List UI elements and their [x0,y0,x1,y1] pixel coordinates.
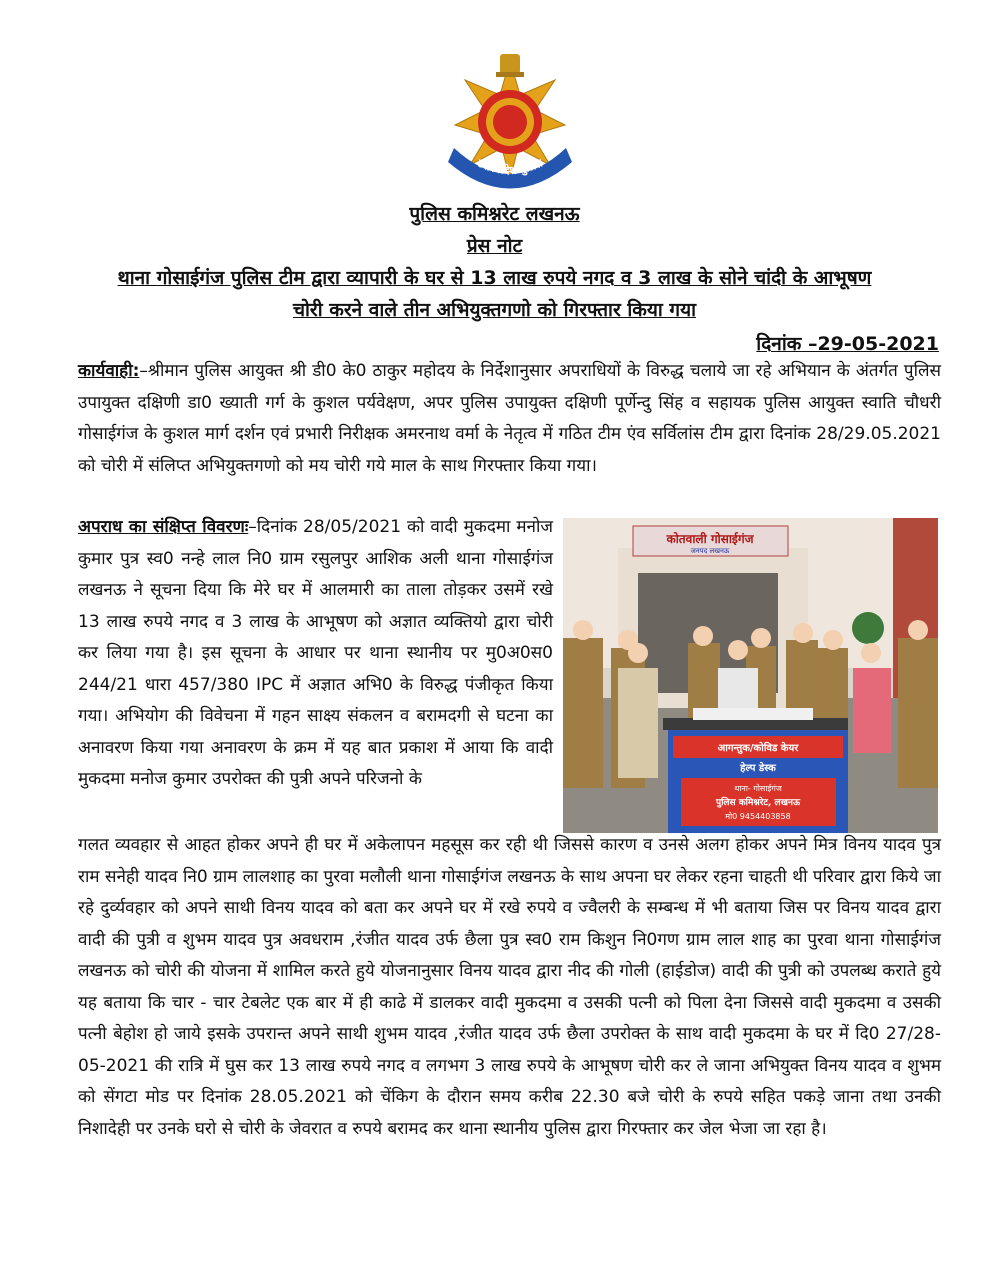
crime-summary-paragraph [78,512,553,796]
crime-summary-continuation: गलत व्यवहार से आहत होकर अपने ही घर में अकेलापन महसूस कर रही थी जिससे कारण व उनसे अलग होकर अपने मित्र विनय यादव पुत्र राम सनेही यादव नि0 ग्राम लालशाह का पुरवा मलौली थाना गोसाईगंज लखनऊ के साथ अपना घर लेकर रहना चाहती थी परिवार द्वारा किये जा रहे दुर्व्यवहार को अपने साथी विनय यादव को बता कर अपने घर में रखे रुपये व ज्वैलरी के सम्बन्ध में भी बताया जिस पर विनय यादव द्वारा वादी की पुत्री व शुभम यादव पुत्र अवधराम ,रंजीत यादव उर्फ छैला पुत्र स्व0 राम किशुन नि0गण ग्राम लाल शाह का पुरवा थाना गोसाईगंज लखनऊ को चोरी की योजना में शामिल करते हुये योजनानुसार विनय यादव द्वारा नीद की गोली (हाईडोज) वादी की पुत्री को उपलब्ध कराते हुये यह बताया कि चार - चार टेबलेट एक बार में ही काढे में डालकर वादी मुकदमा व उसकी पत्नी को पिला देना जिससे वादी मुकदमा व उसकी पत्नी बेहोश हो जाये इसके उपरान्त अपने साथी शुभम यादव ,रंजीत यादव उर्फ छैला उपरोक्त के साथ वादी मुकदमा के घर में दि0 27/28-05-2021 की रात्रि में घुस कर 13 लाख रुपये नगद व लगभग 3 लाख रुपये के आभूषण चोरी कर ले जाना अभियुक्त विनय यादव व शुभम को सेंगटा मोड पर दिनांक 28.05.2021 को चेंकिग के दौरान समय करीब 22.30 बजे चोरी के रुपये सहित पकड़े जाना तथा उनकी निशादेही पर उनके घरो से चोरी के जेवरात व रुपये बरामद कर थाना स्थानीय पुलिस द्वारा गिरफ्तार कर जेल भेजा जा रहा है। [78,835,941,1139]
date-line: दिनांक –29-05-2021 [756,333,939,355]
crime-summary-label: अपराध का संक्षिप्त विवरणः [78,517,249,537]
headline-line-2: चोरी करने वाले तीन अभियुक्तगणो को गिरफ्तार किया गया [292,299,697,321]
action-paragraph [78,356,941,482]
action-text: –श्रीमान पुलिस आयुक्त श्री डी0 के0 ठाकुर महोदय के निर्देशानुसार अपराधियों के विरुद्ध चलाये जा रहे अभियान के अंतर्गत पुलिस उपायुक्त दक्षिणी डा0 ख्याती गर्ग के कुशल पर्यवेक्षण, अपर पुलिस उपायुक्त दक्षिणी पूर्णेन्दु सिंह व सहायक पुलिस आयुक्त स्वाति चौधरी गोसाईगंज के कुशल मार्ग दर्शन एवं प्रभारी निरीक्षक अमरनाथ वर्मा के नेतृत्व में गठित टीम एंव सर्विलांस टीम द्वारा दिनांक 28/29.05.2021 को चोरी में संलिप्त अभियुक्तगणो को मय चोरी गये माल के साथ गिरफ्तार किया गया। [78,361,941,476]
headline-line-1: थाना गोसाईगंज पुलिस टीम द्वारा व्यापारी के घर से 13 लाख रुपये नगद व 3 लाख के सोने चांदी के आभूषण [117,267,872,289]
desk-banner-line1: थाना- गोसाईगंज [734,784,782,793]
up-police-emblem-icon [440,40,580,200]
office-title: पुलिस कमिश्नरेट लखनऊ [409,203,580,225]
press-note-title: प्रेस नोट [466,235,523,257]
station-sign-text: कोतवाली गोसाईगंज [666,532,754,546]
action-label: कार्यवाही: [78,361,140,381]
crime-summary-text-1: –दिनांक 28/05/2021 को वादी मुकदमा मनोज कुमार पुत्र स्व0 नन्हे लाल नि0 ग्राम रसुलपुर आशिक अली थाना गोसाईगंज लखनऊ ने सूचना दिया कि मेरे घर में आलमारी का ताला तोड़कर उसमें रखे 13 लाख रुपये नगद व 3 लाख के आभूषण को अज्ञात व्यक्तियो द्वारा चोरी कर लिया गया है। इस सूचना के आधार पर थाना स्थानीय पर मु0अ0स0 244/21 धारा 457/380 IPC में अज्ञात अभि0 के विरुद्ध पंजीकृत किया गया। अभियोग की विवेचना में गहन साक्ष्य संकलन व बरामदगी से घटना का अनावरण किया गया अनावरण के क्रम में यह बात प्रकाश में आया कि वादी मुकदमा मनोज कुमार उपरोक्त की पुत्री अपने परिजनो के [78,517,553,789]
desk-banner-sub: हेल्प डेस्क [740,763,776,774]
desk-banner-phone: मो0 9454403858 [725,812,791,821]
emblem-ribbon-text: उत्तर प्रदेश पुलिस [475,156,545,178]
arrest-photo [563,518,938,833]
desk-banner-title: आगन्तुक/कोविड केयर [717,743,799,754]
desk-banner-line2: पुलिस कमिश्नरेट, लखनऊ [715,798,801,808]
station-sign-sub: जनपद लखनऊ [690,547,730,555]
